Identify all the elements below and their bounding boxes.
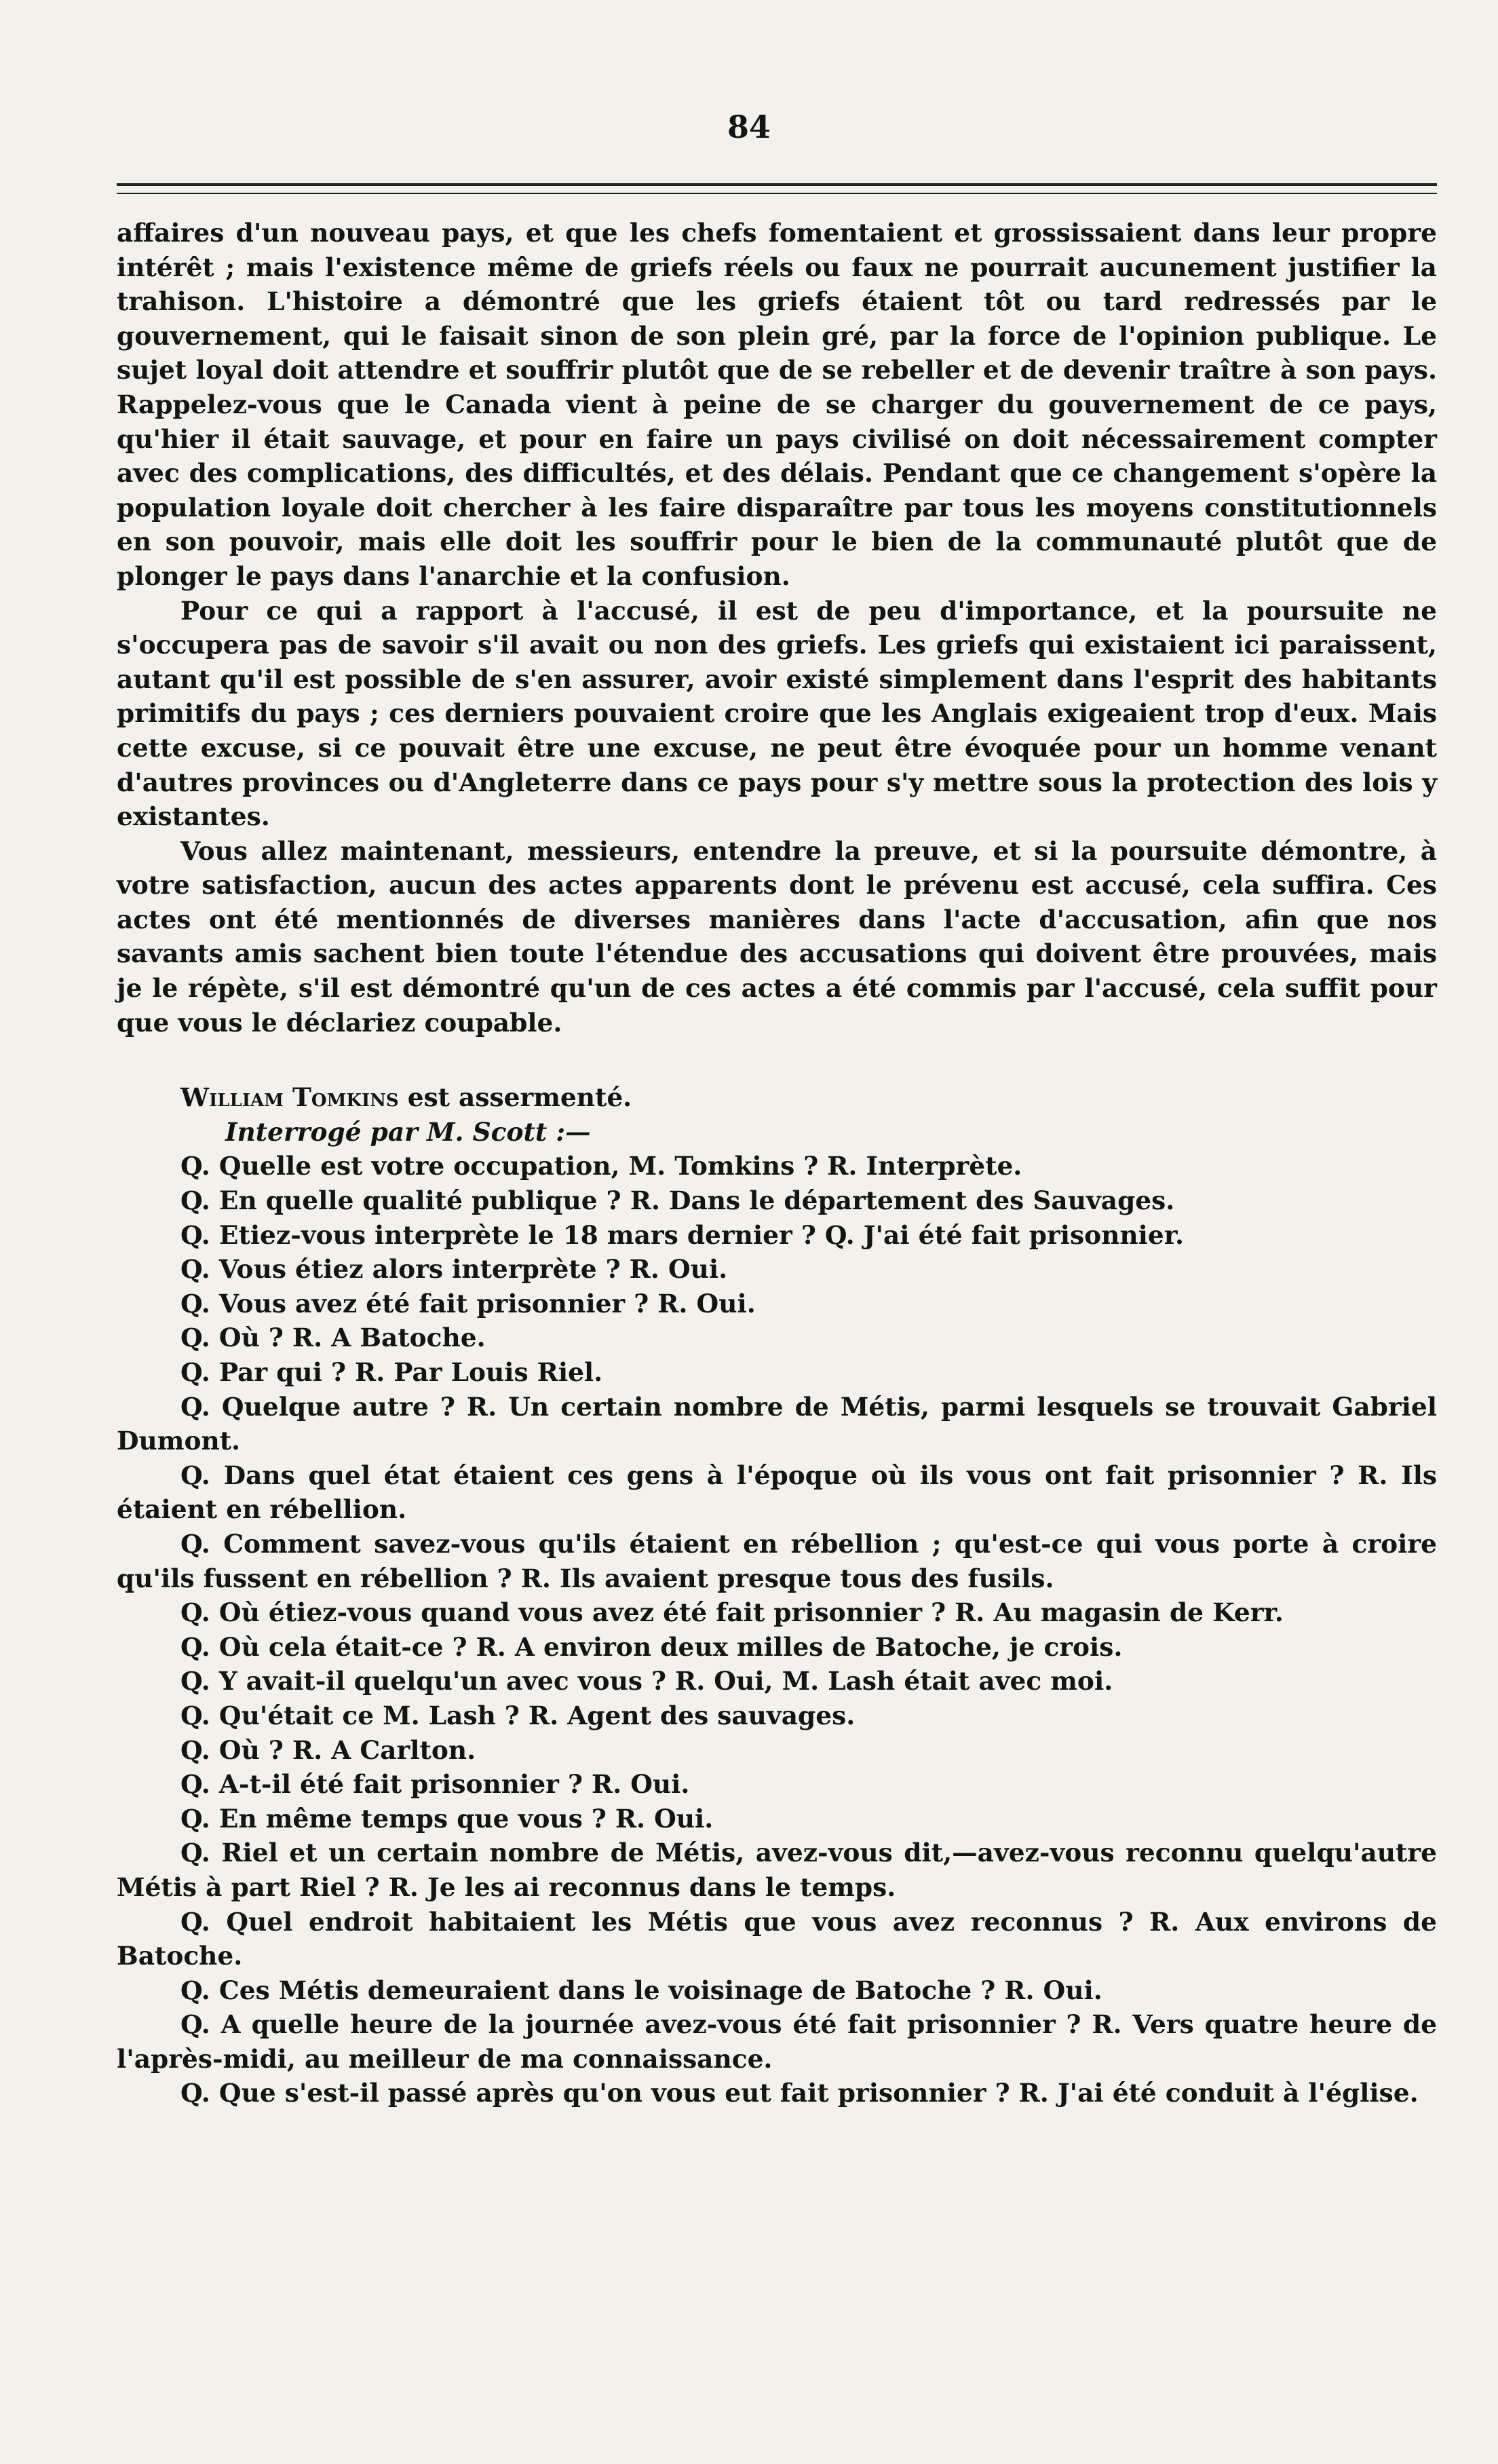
qa-line: Q. Dans quel état étaient ces gens à l'époque où ils vous ont fait prisonnier ? R. Ils étaient en rébellion. — [117, 1460, 1437, 1525]
page-number: 84 — [727, 109, 771, 145]
witness-line — [117, 1080, 1437, 1115]
qa-line: Q. Etiez-vous interprète le 18 mars dernier ? Q. J'ai été fait prisonnier. — [180, 1219, 1185, 1250]
paragraph: Vous allez maintenant, messieurs, entendre la preuve, et si la poursuite démontre, à votre satisfaction, aucun des actes apparents dont le prévenu est accusé, cela suffira. Ces actes ont été mentionnés de diverses manières dans l'acte d'accusation, afin que nos savants amis sachent bien toute l'étendue des accusations qui doivent être prouvées, mais je le répète, s'il est démontré qu'un de ces actes a été commis par l'accusé, cela suffit pour que vous le déclariez coupable. — [117, 835, 1437, 1038]
paragraph: affaires d'un nouveau pays, et que les chefs fomentaient et grossissaient dans leur propre intérêt ; mais l'existence même de griefs réels ou faux ne pourrait aucunement justifier la trahison. L'histoire a démontré que les griefs étaient tôt ou tard redressés par le gouvernement, qui le faisait sinon de son plein gré, par la force de l'opinion publique. Le sujet loyal doit attendre et souffrir plutôt que de se rebeller et de devenir traître à son pays. Rappelez-vous que le Canada vient à peine de se charger du gouvernement de ce pays, qu'hier il était sauvage, et pour en faire un pays civilisé on doit nécessairement compter avec des complications, des difficultés, et des délais. Pendant que ce changement s'opère la population loyale doit chercher à les faire disparaître par tous les moyens constitutionnels en son pouvoir, mais elle doit les souffrir pour le bien de la communauté plutôt que de plonger le pays dans l'anarchie et la confusion. — [117, 218, 1437, 591]
qa-line: Q. Riel et un certain nombre de Métis, avez-vous dit,—avez-vous reconnu quelqu'autre Métis à part Riel ? R. Je les ai reconnus dans le temps. — [117, 1838, 1437, 1902]
qa-line: Q. Ces Métis demeuraient dans le voisinage de Batoche ? R. Oui. — [180, 1975, 1102, 2005]
page-body — [117, 216, 1437, 2110]
qa-line: Q. En quelle qualité publique ? R. Dans le département des Sauvages. — [180, 1186, 1175, 1216]
header-rule — [117, 183, 1437, 186]
qa-line: Q. Quel endroit habitaient les Métis que vous avez reconnus ? R. Aux environs de Batoche. — [117, 1906, 1437, 1971]
qa-line: Q. Où cela était-ce ? R. A environ deux milles de Batoche, je crois. — [180, 1631, 1123, 1662]
qa-line: Q. Par qui ? R. Par Louis Riel. — [180, 1357, 603, 1387]
qa-line: Q. Vous avez été fait prisonnier ? R. Oui. — [180, 1288, 756, 1319]
qa-line: Q. Quelle est votre occupation, M. Tomkins ? R. Interprète. — [180, 1151, 1022, 1181]
qa-line: Q. Vous étiez alors interprète ? R. Oui. — [180, 1254, 728, 1285]
examined-by: Interrogé par M. Scott :— — [225, 1116, 591, 1147]
header-rule-thin — [117, 193, 1437, 194]
qa-line: Q. Que s'est-il passé après qu'on vous eut fait prisonnier ? R. J'ai été conduit à l'église. — [180, 2078, 1419, 2108]
qa-line: Q. Où étiez-vous quand vous avez été fait prisonnier ? R. Au magasin de Kerr. — [180, 1597, 1284, 1628]
qa-line: Q. Qu'était ce M. Lash ? R. Agent des sauvages. — [180, 1700, 856, 1730]
witness-name: William Tomkins — [180, 1082, 399, 1113]
qa-line: Q. Quelque autre ? R. Un certain nombre de Métis, parmi lesquels se trouvait Gabriel Dumont. — [117, 1391, 1437, 1456]
qa-line: Q. En même temps que vous ? R. Oui. — [180, 1803, 714, 1834]
qa-line: Q. Y avait-il quelqu'un avec vous ? R. Oui, M. Lash était avec moi. — [180, 1666, 1113, 1697]
paragraph: Pour ce qui a rapport à l'accusé, il est de peu d'importance, et la poursuite ne s'occupera pas de savoir s'il avait ou non des griefs. Les griefs qui existaient ici paraissent, autant qu'il est possible de s'en assurer, avoir existé simplement dans l'esprit des habitants primitifs du pays ; ces derniers pouvaient croire que les Anglais exigeaient trop d'eux. Mais cette excuse, si ce pouvait être une excuse, ne peut être évoquée pour un homme venant d'autres provinces ou d'Angleterre dans ce pays pour s'y mettre sous la protection des lois y existantes. — [117, 595, 1437, 832]
qa-line: Q. Comment savez-vous qu'ils étaient en rébellion ; qu'est-ce qui vous porte à croire qu'ils fussent en rébellion ? R. Ils avaient presque tous des fusils. — [117, 1528, 1437, 1593]
qa-line: Q. A quelle heure de la journée avez-vous été fait prisonnier ? R. Vers quatre heure de l'après-midi, au meilleur de ma connaissance. — [117, 2009, 1437, 2074]
qa-line: Q. Où ? R. A Carlton. — [180, 1735, 476, 1765]
qa-line: Q. A-t-il été fait prisonnier ? R. Oui. — [180, 1769, 690, 1800]
witness-sworn: est assermenté. — [398, 1082, 632, 1113]
qa-line: Q. Où ? R. A Batoche. — [180, 1323, 486, 1353]
